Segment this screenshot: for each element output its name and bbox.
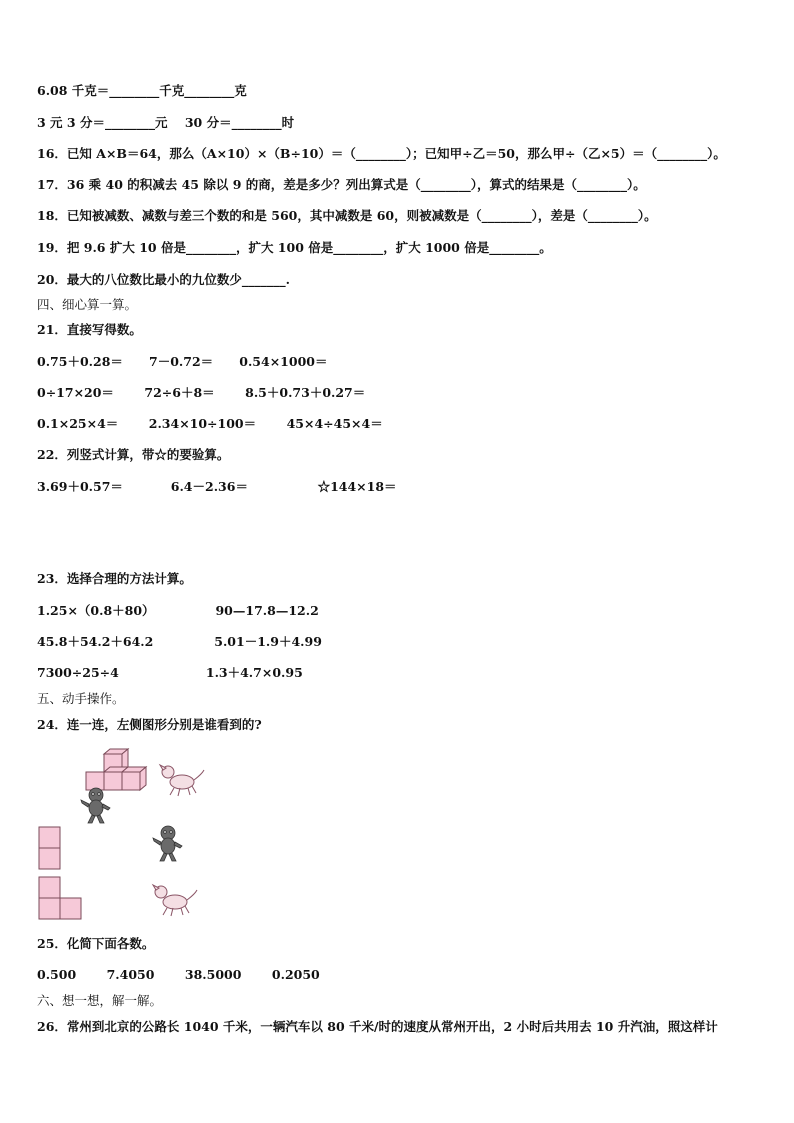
monkey-picture-left: [78, 786, 114, 824]
question-17: 17．36 乘 40 的积减去 45 除以 9 的商，差是多少？列出算式是（________），算式的结果是（________）。: [37, 177, 646, 192]
fill-blank-weight: 6.08 千克＝________千克________克: [37, 83, 247, 98]
fill-blank-money-time: 3 元 3 分＝________元 30 分＝________时: [37, 115, 295, 130]
simplify-calc-row-2: 45.8＋54.2＋64.2 5.01－1.9＋4.99: [37, 634, 322, 649]
question-20: 20．最大的八位数比最小的九位数少_______.: [37, 272, 290, 287]
section-4-heading: 四、细心算一算。: [37, 297, 138, 312]
question-16: 16．已知 A×B＝64，那么（A×10）×（B÷10）＝（________）；已知甲÷乙＝50，那么甲÷（乙×5）＝（________）。: [37, 146, 726, 161]
simplify-numbers-row: 0.500 7.4050 38.5000 0.2050: [37, 967, 320, 982]
dog-picture-bottom: [150, 882, 200, 918]
question-25: 25．化简下面各数。: [37, 936, 155, 951]
question-24: 24．连一连，左侧图形分别是谁看到的?: [37, 717, 262, 732]
section-5-heading: 五、动手操作。: [37, 691, 125, 706]
monkey-picture-right: [150, 824, 186, 862]
question-21: 21．直接写得数。: [37, 322, 142, 337]
question-26: 26．常州到北京的公路长 1040 千米，一辆汽车以 80 千米/时的速度从常州开出，2 小时后共用去 10 升汽油，照这样计: [37, 1019, 718, 1034]
question-19: 19．把 9.6 扩大 10 倍是________，扩大 100 倍是________，扩大 1000 倍是________。: [37, 240, 552, 255]
oral-calc-row-2: 0÷17×20＝ 72÷6＋8＝ 8.5＋0.73＋0.27＝: [37, 385, 366, 400]
vertical-calc-row: 3.69＋0.57＝ 6.4－2.36＝ ☆144×18＝: [37, 479, 397, 494]
view-shape-l-shape: [38, 876, 84, 920]
dog-picture-top: [158, 762, 206, 798]
question-23: 23．选择合理的方法计算。: [37, 571, 192, 586]
question-22: 22．列竖式计算，带☆的要验算。: [37, 447, 230, 462]
simplify-calc-row-1: 1.25×（0.8＋80） 90—17.8—12.2: [37, 603, 319, 618]
oral-calc-row-1: 0.75＋0.28＝ 7－0.72＝ 0.54×1000＝: [37, 354, 328, 369]
question-18: 18．已知被减数、减数与差三个数的和是 560，其中减数是 60，则被减数是（________），差是（________）。: [37, 208, 657, 223]
section-6-heading: 六、想一想，解一解。: [37, 993, 163, 1008]
simplify-calc-row-3: 7300÷25÷4 1.3＋4.7×0.95: [37, 665, 303, 680]
view-shape-two-stacked: [38, 826, 62, 870]
oral-calc-row-3: 0.1×25×4＝ 2.34×10÷100＝ 45×4÷45×4＝: [37, 416, 383, 431]
